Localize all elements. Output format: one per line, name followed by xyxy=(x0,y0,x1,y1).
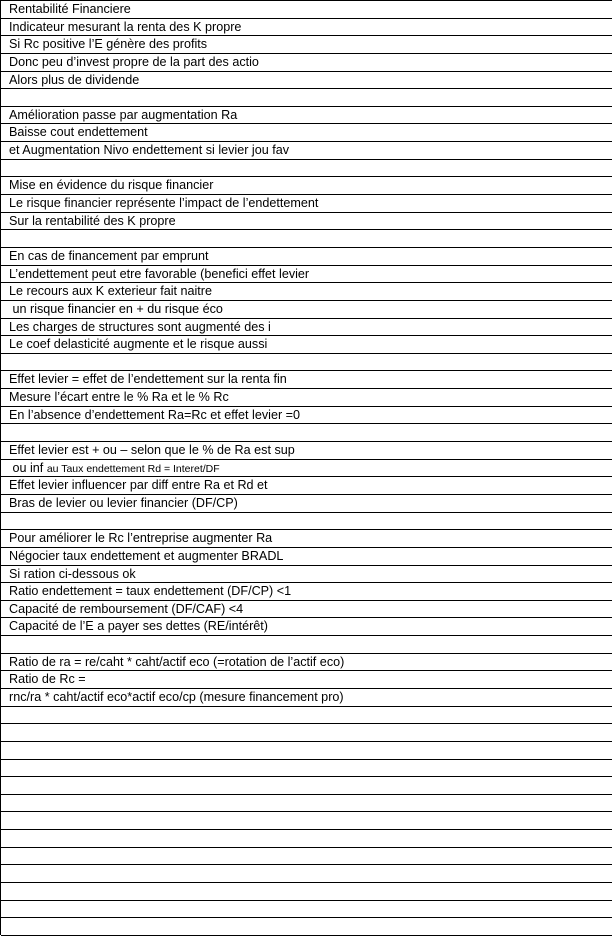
note-row: Ratio de ra = re/caht * caht/actif eco (=rotation de l’actif eco) xyxy=(1,654,612,672)
note-row xyxy=(1,424,612,442)
note-row: un risque financier en + du risque éco xyxy=(1,301,612,319)
note-row: Effet levier est + ou – selon que le % de Ra est sup xyxy=(1,442,612,460)
note-row: L’endettement peut etre favorable (benefici effet levier xyxy=(1,266,612,284)
note-row: En l’absence d’endettement Ra=Rc et effet levier =0 xyxy=(1,407,612,425)
note-row: Rentabilité Financiere xyxy=(1,1,612,19)
note-row xyxy=(1,89,612,107)
note-row: Donc peu d’invest propre de la part des actio xyxy=(1,54,612,72)
note-row: Les charges de structures sont augmenté des i xyxy=(1,319,612,337)
note-row: Amélioration passe par augmentation Ra xyxy=(1,107,612,125)
note-row: Capacité de remboursement (DF/CAF) <4 xyxy=(1,601,612,619)
note-row: Capacité de l’E a payer ses dettes (RE/intérêt) xyxy=(1,618,612,636)
note-row: En cas de financement par emprunt xyxy=(1,248,612,266)
note-row xyxy=(1,918,612,936)
note-row xyxy=(1,883,612,901)
note-row xyxy=(1,865,612,883)
note-row: Le coef delasticité augmente et le risque aussi xyxy=(1,336,612,354)
note-row xyxy=(1,848,612,866)
note-row xyxy=(1,777,612,795)
note-row xyxy=(1,760,612,778)
note-row xyxy=(1,830,612,848)
note-row xyxy=(1,812,612,830)
note-row: et Augmentation Nivo endettement si levier jou fav xyxy=(1,142,612,160)
note-row xyxy=(1,354,612,372)
note-row xyxy=(1,460,612,478)
note-row: Si Rc positive l’E génère des profits xyxy=(1,36,612,54)
note-row xyxy=(1,795,612,813)
note-row: Pour améliorer le Rc l’entreprise augmenter Ra xyxy=(1,530,612,548)
note-row xyxy=(1,901,612,919)
note-row xyxy=(1,742,612,760)
note-row-text: ou inf xyxy=(9,460,47,475)
note-row: Si ration ci-dessous ok xyxy=(1,566,612,584)
note-row: Mise en évidence du risque financier xyxy=(1,177,612,195)
note-row: Ratio de Rc = xyxy=(1,671,612,689)
note-row: Le risque financier représente l’impact de l’endettement xyxy=(1,195,612,213)
note-row: Sur la rentabilité des K propre xyxy=(1,213,612,231)
note-row: Ratio endettement = taux endettement (DF/CP) <1 xyxy=(1,583,612,601)
note-row xyxy=(1,160,612,178)
note-row: Effet levier = effet de l’endettement sur la renta fin xyxy=(1,371,612,389)
note-row: Alors plus de dividende xyxy=(1,72,612,90)
note-row: Bras de levier ou levier financier (DF/CP) xyxy=(1,495,612,513)
note-row: Le recours aux K exterieur fait naitre xyxy=(1,283,612,301)
note-row: Mesure l’écart entre le % Ra et le % Rc xyxy=(1,389,612,407)
note-row xyxy=(1,230,612,248)
note-row: rnc/ra * caht/actif eco*actif eco/cp (mesure financement pro) xyxy=(1,689,612,707)
note-row xyxy=(1,513,612,531)
note-row: Indicateur mesurant la renta des K propre xyxy=(1,19,612,37)
note-row xyxy=(1,724,612,742)
note-row-small-text: au Taux endettement Rd = Interet/DF xyxy=(46,462,220,475)
note-row: Effet levier influencer par diff entre Ra et Rd et xyxy=(1,477,612,495)
note-row xyxy=(1,707,612,725)
note-row: Négocier taux endettement et augmenter BRADL xyxy=(1,548,612,566)
note-row xyxy=(1,636,612,654)
note-row: Baisse cout endettement xyxy=(1,124,612,142)
